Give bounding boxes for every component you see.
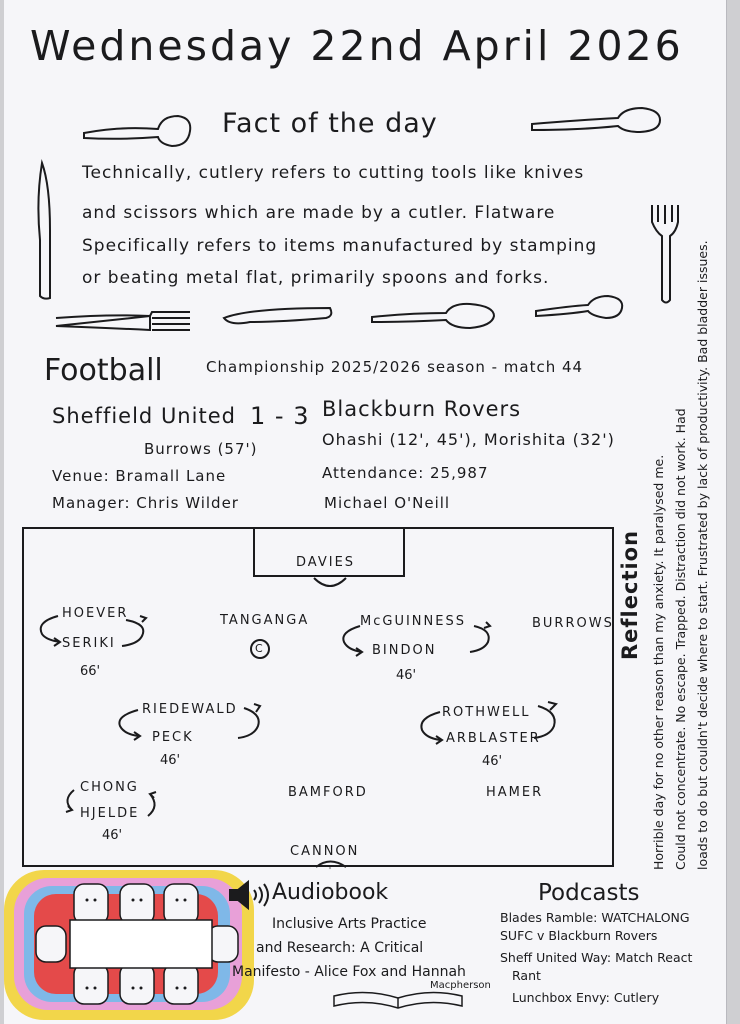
book-icon: [330, 984, 470, 1014]
player-chong: CHONG: [80, 780, 139, 795]
fact-line: Specifically refers to items manufactured by stamping: [82, 236, 598, 256]
football-title: Football: [44, 353, 163, 388]
home-scorers: Burrows (57'): [144, 440, 258, 458]
player-bindon: BINDON: [372, 643, 437, 658]
page-date: Wednesday 22nd April 2026: [30, 22, 684, 70]
fact-line: Technically, cutlery refers to cutting tools like knives: [82, 163, 585, 183]
reflection-line: Could not concentrate. No escape. Trapped. Distraction did not work. Had: [673, 408, 688, 870]
captain-label: C: [255, 642, 263, 655]
fact-title: Fact of the day: [222, 108, 438, 139]
away-scorers: Ohashi (12', 45'), Morishita (32'): [322, 430, 615, 449]
player-bamford: BAMFORD: [288, 785, 368, 800]
podcasts-title: Podcasts: [538, 880, 640, 906]
fact-line: or beating metal flat, primarily spoons and forks.: [82, 268, 550, 288]
player-seriki: SERIKI: [62, 636, 116, 651]
audiobook-line: Manifesto - Alice Fox and Hannah: [232, 964, 466, 980]
away-manager: Michael O'Neill: [324, 494, 451, 512]
player-rothwell: ROTHWELL: [442, 705, 531, 720]
player-peck: PECK: [152, 730, 194, 745]
podcast-item: Lunchbox Envy: Cutlery: [512, 990, 660, 1005]
venue: Venue: Bramall Lane: [52, 467, 227, 485]
podcast-item: Blades Ramble: WATCHALONG: [500, 910, 690, 925]
home-manager: Manager: Chris Wilder: [52, 494, 239, 512]
reflection-line: loads to do but couldn't decide where to start. Frustrated by lack of productivity. Bad bladder issues.: [695, 240, 710, 870]
match-score: 1 - 3: [250, 402, 310, 430]
audiobook-line: and Research: A Critical: [256, 940, 424, 956]
attendance: Attendance: 25,987: [322, 464, 489, 482]
competition-label: Championship 2025/2026 season - match 44: [206, 358, 584, 376]
home-team: Sheffield United: [52, 404, 236, 428]
player-hamer: HAMER: [486, 785, 544, 800]
away-team: Blackburn Rovers: [322, 397, 522, 421]
player-davies: DAVIES: [296, 555, 356, 570]
speaker-icon: [228, 880, 274, 910]
player-burrows: BURROWS: [532, 616, 614, 631]
player-arblaster: ARBLASTER: [446, 731, 541, 746]
reflection-title: Reflection: [618, 529, 642, 660]
player-riedewald: RIEDEWALD: [142, 702, 238, 717]
podcast-item: Sheff United Way: Match React: [500, 950, 693, 965]
podcast-item: SUFC v Blackburn Rovers: [500, 928, 658, 943]
fact-line: and scissors which are made by a cutler. Flatware: [82, 203, 556, 223]
player-hjelde: HJELDE: [80, 806, 140, 821]
reflection-text: [648, 240, 714, 870]
sub-minute: 46': [102, 828, 123, 843]
audiobook-line: Macpherson: [430, 980, 491, 991]
audiobook-title: Audiobook: [272, 880, 389, 905]
dining-table-doodle: [0, 864, 260, 1024]
player-mcguinness: McGUINNESS: [360, 614, 466, 629]
audiobook-line: Inclusive Arts Practice: [272, 916, 427, 932]
reflection-line: Horrible day for no other reason than my anxiety. It paralysed me.: [651, 454, 666, 870]
sub-minute: 66': [80, 664, 101, 679]
player-tanganga: TANGANGA: [220, 613, 310, 628]
sub-minute: 46': [482, 754, 503, 769]
podcast-item: Rant: [512, 968, 541, 983]
player-hoever: HOEVER: [62, 606, 129, 621]
player-cannon: CANNON: [290, 844, 360, 859]
sub-minute: 46': [396, 668, 417, 683]
sub-minute: 46': [160, 753, 181, 768]
